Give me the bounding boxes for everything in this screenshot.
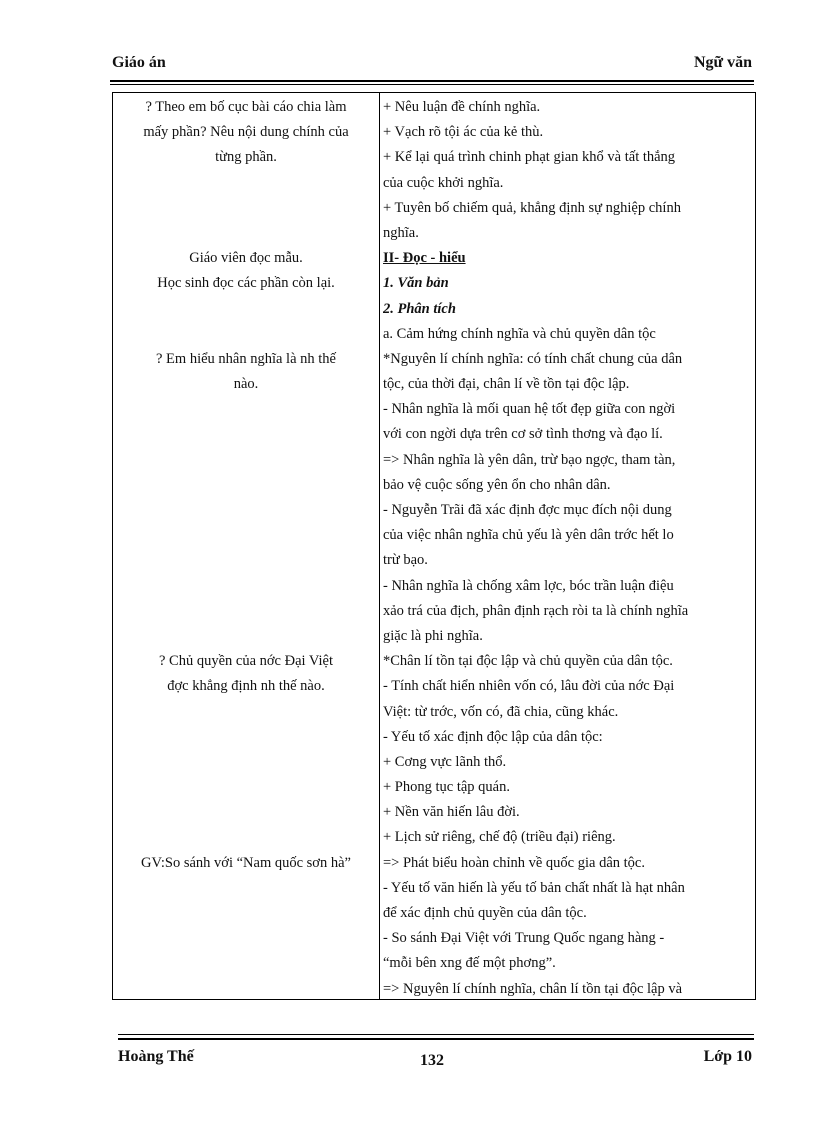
right-line: giặc là phi nghĩa. — [383, 627, 483, 644]
footer-rule-thin — [118, 1034, 754, 1035]
left-line: mấy phần? Nêu nội dung chính của — [143, 124, 349, 141]
left-line — [113, 800, 379, 825]
left-line — [113, 322, 379, 347]
right-line: a. Cảm hứng chính nghĩa và chủ quyền dân tộc — [383, 325, 656, 342]
footer-class: Lớp 10 — [703, 1048, 752, 1065]
right-line: tộc, của thời đại, chân lí về tồn tại độc lập. — [383, 376, 630, 393]
left-line — [113, 599, 379, 624]
page-number: 132 — [420, 1052, 444, 1069]
right-line: + Kể lại quá trình chinh phạt gian khổ và tất thắng — [383, 149, 676, 166]
footer-rule-thick — [118, 1038, 754, 1040]
page-header — [110, 52, 754, 82]
right-line: của việc nhân nghĩa chủ yếu là yên dân trớc hết lo — [383, 527, 674, 544]
lesson-content-column — [383, 95, 751, 1002]
footer-author: Hoàng Thế — [118, 1048, 194, 1065]
left-line — [113, 297, 379, 322]
left-line — [113, 725, 379, 750]
right-line: - Nhân nghĩa là mối quan hệ tốt đẹp giữa con ngời — [383, 401, 676, 418]
teacher-activity-column — [113, 95, 379, 876]
right-line: => Phát biểu hoàn chỉnh về quốc gia dân tộc. — [383, 854, 645, 871]
left-line: nào. — [233, 376, 259, 393]
right-line: + Nêu luận đề chính nghĩa. — [383, 99, 541, 115]
right-line: trừ bạo. — [383, 552, 428, 569]
left-line — [113, 397, 379, 422]
lesson-table — [112, 92, 756, 1000]
right-line: bảo vệ cuộc sống yên ổn cho nhân dân. — [383, 476, 611, 493]
right-line: + Tuyên bố chiếm quả, khẳng định sự nghiệp chính — [383, 199, 681, 216]
left-line — [113, 548, 379, 573]
right-line: *Chân lí tồn tại độc lập và chủ quyền của dân tộc. — [383, 653, 673, 670]
left-line — [113, 700, 379, 725]
left-line — [113, 171, 379, 196]
header-right-title: Ngữ văn — [693, 54, 752, 71]
left-line — [113, 422, 379, 447]
left-line — [113, 498, 379, 523]
right-line: để xác định chủ quyền của dân tộc. — [383, 905, 587, 921]
left-line: ? Theo em bố cục bài cáo chia làm — [145, 99, 347, 115]
right-line: + Lịch sử riêng, chế độ (triều đại) riêng. — [383, 829, 616, 846]
right-line: + Phong tục tập quán. — [383, 779, 510, 796]
subsection-heading: 1. Văn bản — [383, 275, 449, 292]
left-line — [113, 196, 379, 221]
left-line: ? Em hiểu nhân nghĩa là nh thế — [156, 350, 336, 367]
left-line — [113, 523, 379, 548]
page-footer — [118, 1034, 754, 1074]
right-line: với con ngời dựa trên cơ sở tình thơng và đạo lí. — [383, 426, 663, 443]
left-line — [113, 624, 379, 649]
right-line: *Nguyên lí chính nghĩa: có tính chất chung của dân — [383, 350, 683, 367]
header-rule-thick — [110, 80, 754, 82]
left-line: đợc khẳng định nh thế nào. — [167, 678, 325, 695]
section-heading: II- Đọc - hiểu — [383, 250, 466, 267]
left-line — [113, 750, 379, 775]
header-left-title: Giáo án — [112, 54, 166, 71]
right-line: xảo trá của địch, phân định rạch ròi ta là chính nghĩa — [383, 602, 689, 619]
right-line: Việt: từ trớc, vốn có, đã chia, cũng khác. — [383, 703, 619, 720]
right-line: + Cơng vực lãnh thổ. — [383, 753, 507, 770]
left-line: Giáo viên đọc mẫu. — [189, 250, 303, 267]
right-line: => Nhân nghĩa là yên dân, trừ bạo ngợc, tham tàn, — [383, 451, 676, 468]
right-line: - Nguyễn Trãi đã xác định đợc mục đích nội dung — [383, 502, 672, 518]
right-line: - Yếu tố văn hiến là yếu tố bản chất nhất là hạt nhân — [383, 879, 685, 896]
right-line: - Yếu tố xác định độc lập của dân tộc: — [383, 728, 603, 745]
column-divider — [379, 93, 380, 999]
left-line: ? Chủ quyền của nớc Đại Việt — [158, 653, 334, 670]
left-line: Học sinh đọc các phần còn lại. — [157, 275, 335, 292]
left-line — [113, 775, 379, 800]
header-rule-thin — [110, 84, 754, 85]
left-line: GV:So sánh với “Nam quốc sơn hà” — [141, 854, 351, 871]
left-line: từng phần. — [215, 149, 277, 166]
right-line: - Tính chất hiển nhiên vốn có, lâu đời của nớc Đại — [383, 678, 675, 695]
right-line: => Nguyên lí chính nghĩa, chân lí tồn tại độc lập và — [383, 980, 683, 997]
left-line — [113, 221, 379, 246]
right-line: của cuộc khởi nghĩa. — [383, 174, 504, 191]
right-line: - So sánh Đại Việt với Trung Quốc ngang hàng - — [383, 930, 665, 947]
subsection-heading: 2. Phân tích — [383, 300, 456, 317]
right-line: + Nền văn hiến lâu đời. — [383, 804, 520, 821]
left-line — [113, 574, 379, 599]
left-line — [113, 473, 379, 498]
right-line: + Vạch rõ tội ác của kẻ thù. — [383, 124, 544, 141]
right-line: “mỗi bên xng đế một phơng”. — [383, 955, 556, 972]
right-line: nghĩa. — [383, 224, 419, 241]
left-line — [113, 448, 379, 473]
right-line: - Nhân nghĩa là chống xâm lợc, bóc trần luận điệu — [383, 577, 674, 594]
left-line — [113, 825, 379, 850]
